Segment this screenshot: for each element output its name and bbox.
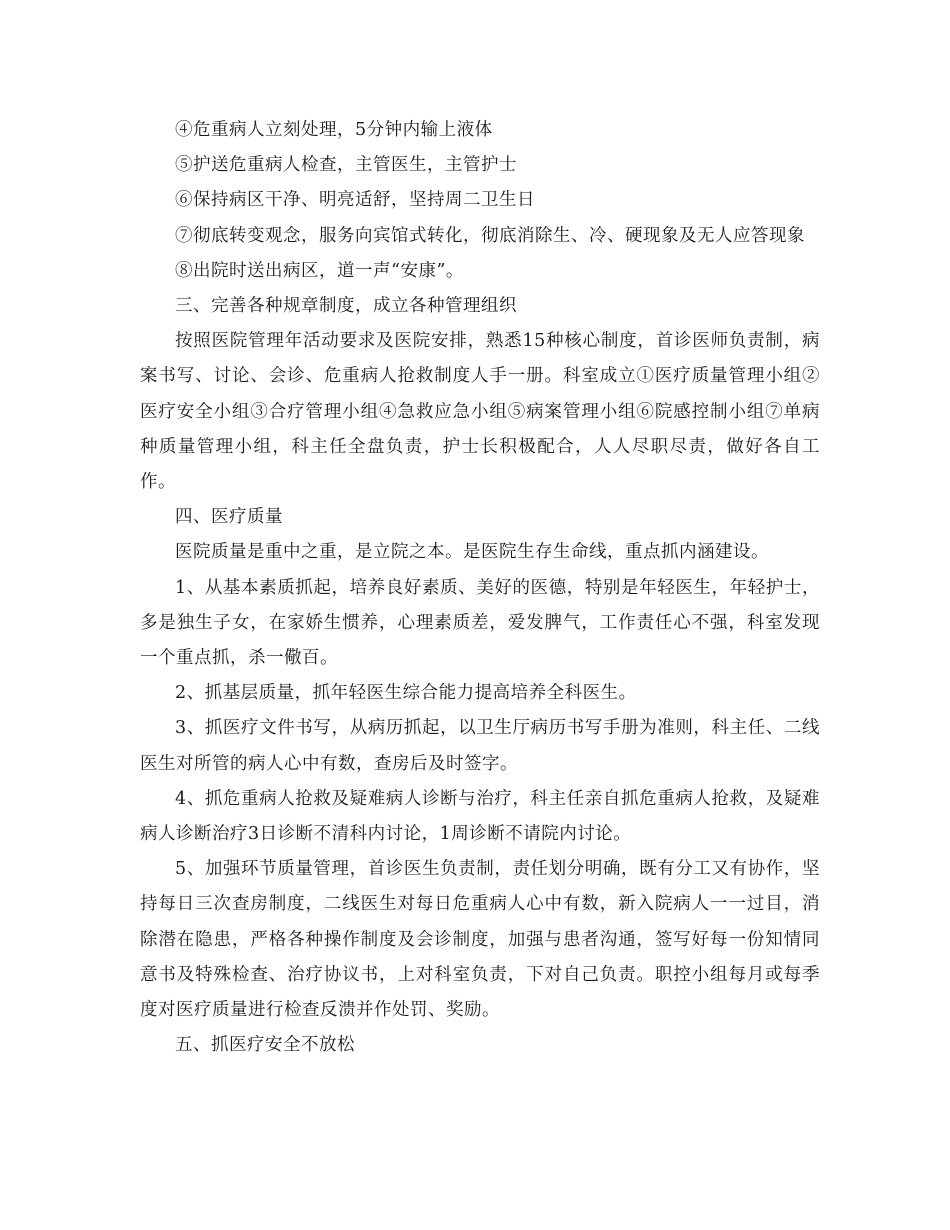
paragraph-item-6: ⑥保持病区干净、明亮适舒，坚持周二卫生日 — [175, 190, 535, 211]
paragraph-quality-1: 1、从基本素质抓起，培养良好素质、美好的医德，特别是年轻医生，年轻护士，多是独生子女，在家娇生惯养，心理素质差，爱发脾气，工作责任心不强，科室发现一个重点抓，杀一儆百。 — [140, 577, 820, 669]
paragraph-quality-intro: 医院质量是重中之重，是立院之本。是医院生存生命线，重点抓内涵建设。 — [175, 542, 769, 563]
section-heading-4: 四、医疗质量 — [175, 507, 283, 528]
paragraph-quality-2: 2、抓基层质量，抓年轻医生综合能力提高培养全科医生。 — [175, 683, 637, 704]
paragraph-quality-3: 3、抓医疗文件书写，从病历抓起，以卫生厅病历书写手册为准则，科主任、二线医生对所管的病人心中有数，查房后及时签字。 — [140, 718, 820, 774]
paragraph-item-7: ⑦彻底转变观念，服务向宾馆式转化，彻底消除生、冷、硬现象及无人应答现象 — [175, 225, 805, 246]
paragraph-item-5: ⑤护送危重病人检查，主管医生，主管护士 — [175, 155, 517, 176]
paragraph-regulations: 按照医院管理年活动要求及医院安排，熟悉15种核心制度，首诊医师负责制，病案书写、讨论、会诊、危重病人抢救制度人手一册。科室成立①医疗质量管理小组②医疗安全小组③合疗管理小组④急救应急小组⑤病案管理小组⑥院感控制小组⑦单病种质量管理小组，科主任全盘负责，护士长积极配合，人人尽职尽责，做好各自工作。 — [140, 331, 820, 493]
document-body — [140, 113, 820, 1063]
section-heading-5: 五、抓医疗安全不放松 — [175, 1035, 355, 1056]
paragraph-item-8: ⑧出院时送出病区，道一声“安康”。 — [175, 260, 464, 281]
paragraph-quality-5: 5、加强环节质量管理，首诊医生负责制，责任划分明确，既有分工又有协作，坚持每日三次查房制度，二线医生对每日危重病人心中有数，新入院病人一一过目，消除潜在隐患，严格各种操作制度及会诊制度，加强与患者沟通，签写好每一份知情同意书及特殊检查、治疗协议书，上对科室负责，下对自己负责。职控小组每月或每季度对医疗质量进行检查反溃并作处罚、奖励。 — [140, 859, 820, 1021]
section-heading-3: 三、完善各种规章制度，成立各种管理组织 — [175, 296, 517, 317]
paragraph-quality-4: 4、抓危重病人抢救及疑难病人诊断与治疗，科主任亲自抓危重病人抢救，及疑难病人诊断治疗3日诊断不清科内讨论，1周诊断不请院内讨论。 — [140, 788, 820, 845]
paragraph-item-4: ④危重病人立刻处理，5分钟内输上液体 — [175, 120, 493, 140]
